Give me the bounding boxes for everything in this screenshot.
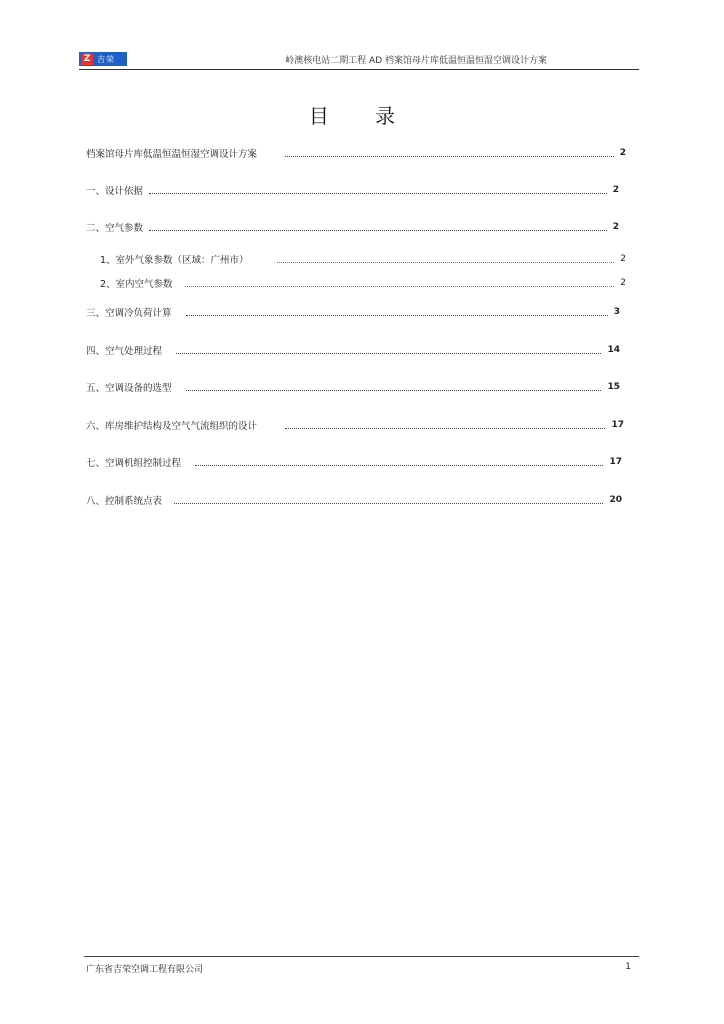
toc-leader-dots [149, 223, 607, 231]
toc-leader-dots [195, 458, 603, 466]
toc-entry[interactable] [86, 493, 622, 507]
logo-text: 吉荣 [97, 54, 115, 64]
toc-entry-label: 四、空气处理过程 [86, 346, 163, 357]
toc-entry-page: 14 [607, 345, 620, 355]
toc-entry-label: 1、室外气象参数（区域：广州市） [100, 255, 249, 266]
toc-entry-page: 2 [619, 148, 626, 158]
toc-subentry[interactable] [86, 276, 626, 290]
toc-entry[interactable] [86, 220, 619, 234]
header-title: 岭澳核电站二期工程 AD 档案馆母片库低温恒温恒湿空调设计方案 [285, 56, 547, 66]
toc-entry-label: 二、空气参数 [86, 223, 144, 234]
company-logo [79, 52, 127, 66]
toc-entry-label: 七、空调机组控制过程 [86, 458, 182, 469]
toc-entry-page: 2 [620, 254, 626, 264]
toc-entry-label: 档案馆母片库低温恒温恒湿空调设计方案 [86, 149, 258, 160]
footer-divider [84, 956, 639, 957]
toc-leader-dots [285, 421, 605, 429]
toc-entry[interactable] [86, 183, 619, 197]
toc-entry[interactable] [86, 146, 626, 160]
toc-entry[interactable] [86, 418, 624, 432]
page-header [79, 48, 639, 70]
toc-entry-page: 3 [613, 307, 620, 317]
toc-entry-label: 三、空调冷负荷计算 [86, 308, 172, 319]
toc-entry-page: 20 [609, 495, 622, 505]
toc-leader-dots [176, 346, 601, 354]
toc-entry[interactable] [86, 343, 620, 357]
toc-entry-label: 八、控制系统点表 [86, 496, 163, 507]
toc-leader-dots [174, 496, 603, 504]
toc-entry-page: 17 [609, 457, 622, 467]
toc-subentry[interactable] [86, 252, 626, 266]
toc-entry-page: 2 [620, 278, 626, 288]
header-divider [79, 69, 639, 70]
toc-leader-dots [149, 186, 607, 194]
toc-leader-dots [277, 255, 615, 263]
toc-entry-label: 六、库房维护结构及空气气流组织的设计 [86, 421, 258, 432]
toc-entry-page: 2 [612, 185, 619, 195]
logo-mark-icon: Z [81, 53, 93, 65]
toc-leader-dots [185, 279, 615, 287]
toc-entry-page: 15 [607, 382, 620, 392]
toc-entry-page: 17 [611, 420, 624, 430]
toc-leader-dots [285, 149, 614, 157]
toc-entry-label: 一、设计依据 [86, 186, 144, 197]
footer-company-name: 广东省吉荣空调工程有限公司 [86, 965, 204, 975]
toc-title: 目 录 [308, 104, 416, 128]
toc-entry[interactable] [86, 305, 620, 319]
footer-page-number: 1 [625, 962, 631, 972]
toc-entry-page: 2 [612, 222, 619, 232]
toc-entry[interactable] [86, 380, 620, 394]
toc-leader-dots [186, 383, 602, 391]
toc-entry-label: 五、空调设备的选型 [86, 383, 172, 394]
toc-entry[interactable] [86, 455, 622, 469]
toc-leader-dots [186, 308, 608, 316]
toc-entry-label: 2、室内空气参数 [100, 279, 173, 290]
